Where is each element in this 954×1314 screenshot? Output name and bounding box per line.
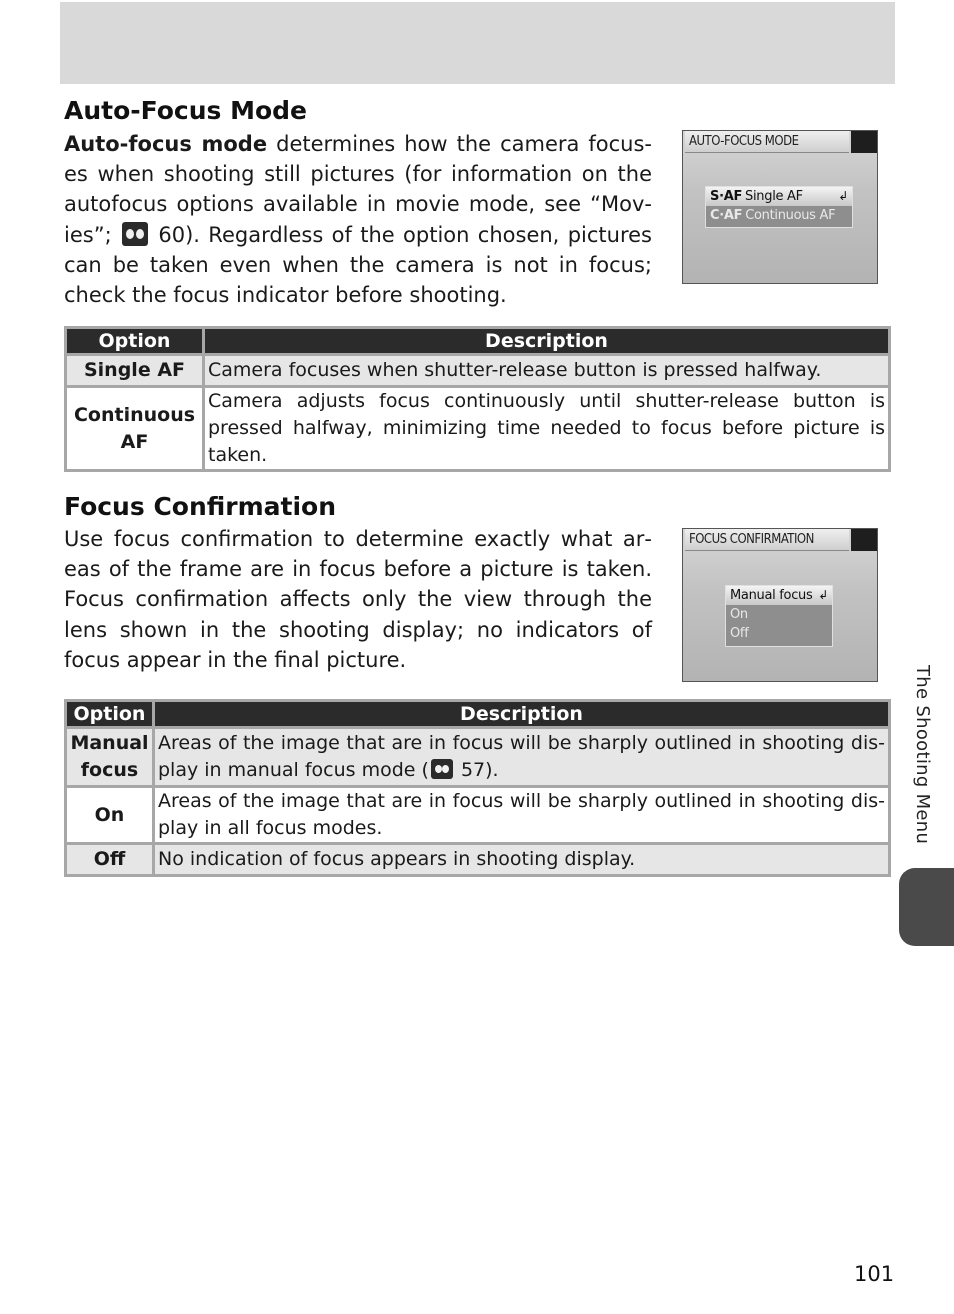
table-row xyxy=(67,729,888,785)
screen-item-continuous-af: C·AF Continuous AF xyxy=(710,208,836,223)
col-description: Description xyxy=(155,702,888,726)
auto-focus-options-table xyxy=(64,326,891,472)
chapter-side-label: The Shooting Menu xyxy=(912,665,933,845)
auto-focus-mode-description xyxy=(64,129,652,310)
col-option: Option xyxy=(67,329,202,353)
return-icon: ↲ xyxy=(838,189,848,203)
header-band xyxy=(60,2,895,84)
chapter-tab xyxy=(899,868,954,946)
focus-confirmation-description: Use focus confirmation to determine exactly what areas of the frame are in focus before a picture is taken. Focus confirmation affects only the view through the lens shown in the shooting display; no indicators of focus appear in the final picture. xyxy=(64,527,652,672)
page-number: 101 xyxy=(854,1262,895,1286)
description-cell: No indication of focus appears in shooting display. xyxy=(155,845,888,874)
page-reference-icon xyxy=(431,759,453,779)
screen-item-single-af: S·AF Single AF ↲ xyxy=(706,187,852,206)
screen-header: FOCUS CONFIRMATION xyxy=(685,529,849,551)
intro-tail: ). Regardless of the option chosen, pictures can be taken even when the camera is not in focus; check the focus indicator before shooting. xyxy=(64,222,652,308)
screen-header-end xyxy=(851,131,877,153)
screen-header-end xyxy=(851,529,877,551)
option-cell: Single AF xyxy=(67,356,202,385)
table-row xyxy=(67,356,888,385)
col-option: Option xyxy=(67,702,152,726)
section-title-focus-confirmation: Focus Confirmation xyxy=(64,492,337,521)
screen-item-on: On xyxy=(730,607,748,622)
screen-item-manual-focus: Manual focus ↲ xyxy=(726,586,832,605)
return-icon: ↲ xyxy=(818,588,828,602)
screen-menu xyxy=(705,186,853,228)
description-cell: Areas of the image that are in focus will be sharply outlined in shooting display in manual focus mode ( 57). xyxy=(155,729,888,785)
screen-menu xyxy=(725,585,833,647)
description-cell: Camera adjusts focus continuously until shutter-release button is pressed halfway, minimizing time needed to focus before picture is taken. xyxy=(205,388,888,469)
screen-item-off: Off xyxy=(730,626,749,641)
focus-confirmation-options-table xyxy=(64,699,891,877)
table-row xyxy=(67,845,888,874)
description-cell: Areas of the image that are in focus will be sharply outlined in shooting display in all focus modes. xyxy=(155,788,888,842)
option-cell: Off xyxy=(67,845,152,874)
description-cell: Camera focuses when shutter-release button is pressed halfway. xyxy=(205,356,888,385)
intro-bold: Auto-focus mode xyxy=(64,132,268,156)
table-row xyxy=(67,388,888,469)
auto-focus-mode-screen xyxy=(682,130,878,284)
screen-header: AUTO-FOCUS MODE xyxy=(685,131,849,153)
option-cell: Continuous AF xyxy=(67,388,202,469)
option-cell: On xyxy=(67,788,152,842)
focus-confirmation-screen xyxy=(682,528,878,682)
table-row xyxy=(67,788,888,842)
page-reference-icon xyxy=(122,222,148,246)
section-title-auto-focus-mode: Auto-Focus Mode xyxy=(64,96,307,125)
option-cell: Manual focus xyxy=(67,729,152,785)
col-description: Description xyxy=(205,329,888,353)
intro-ref-page: 60 xyxy=(158,222,186,247)
intro-text: determines how the camera focuses when shooting still pictures (for information on the autofocus options available in movie mode, see “Movies”; xyxy=(64,132,652,247)
